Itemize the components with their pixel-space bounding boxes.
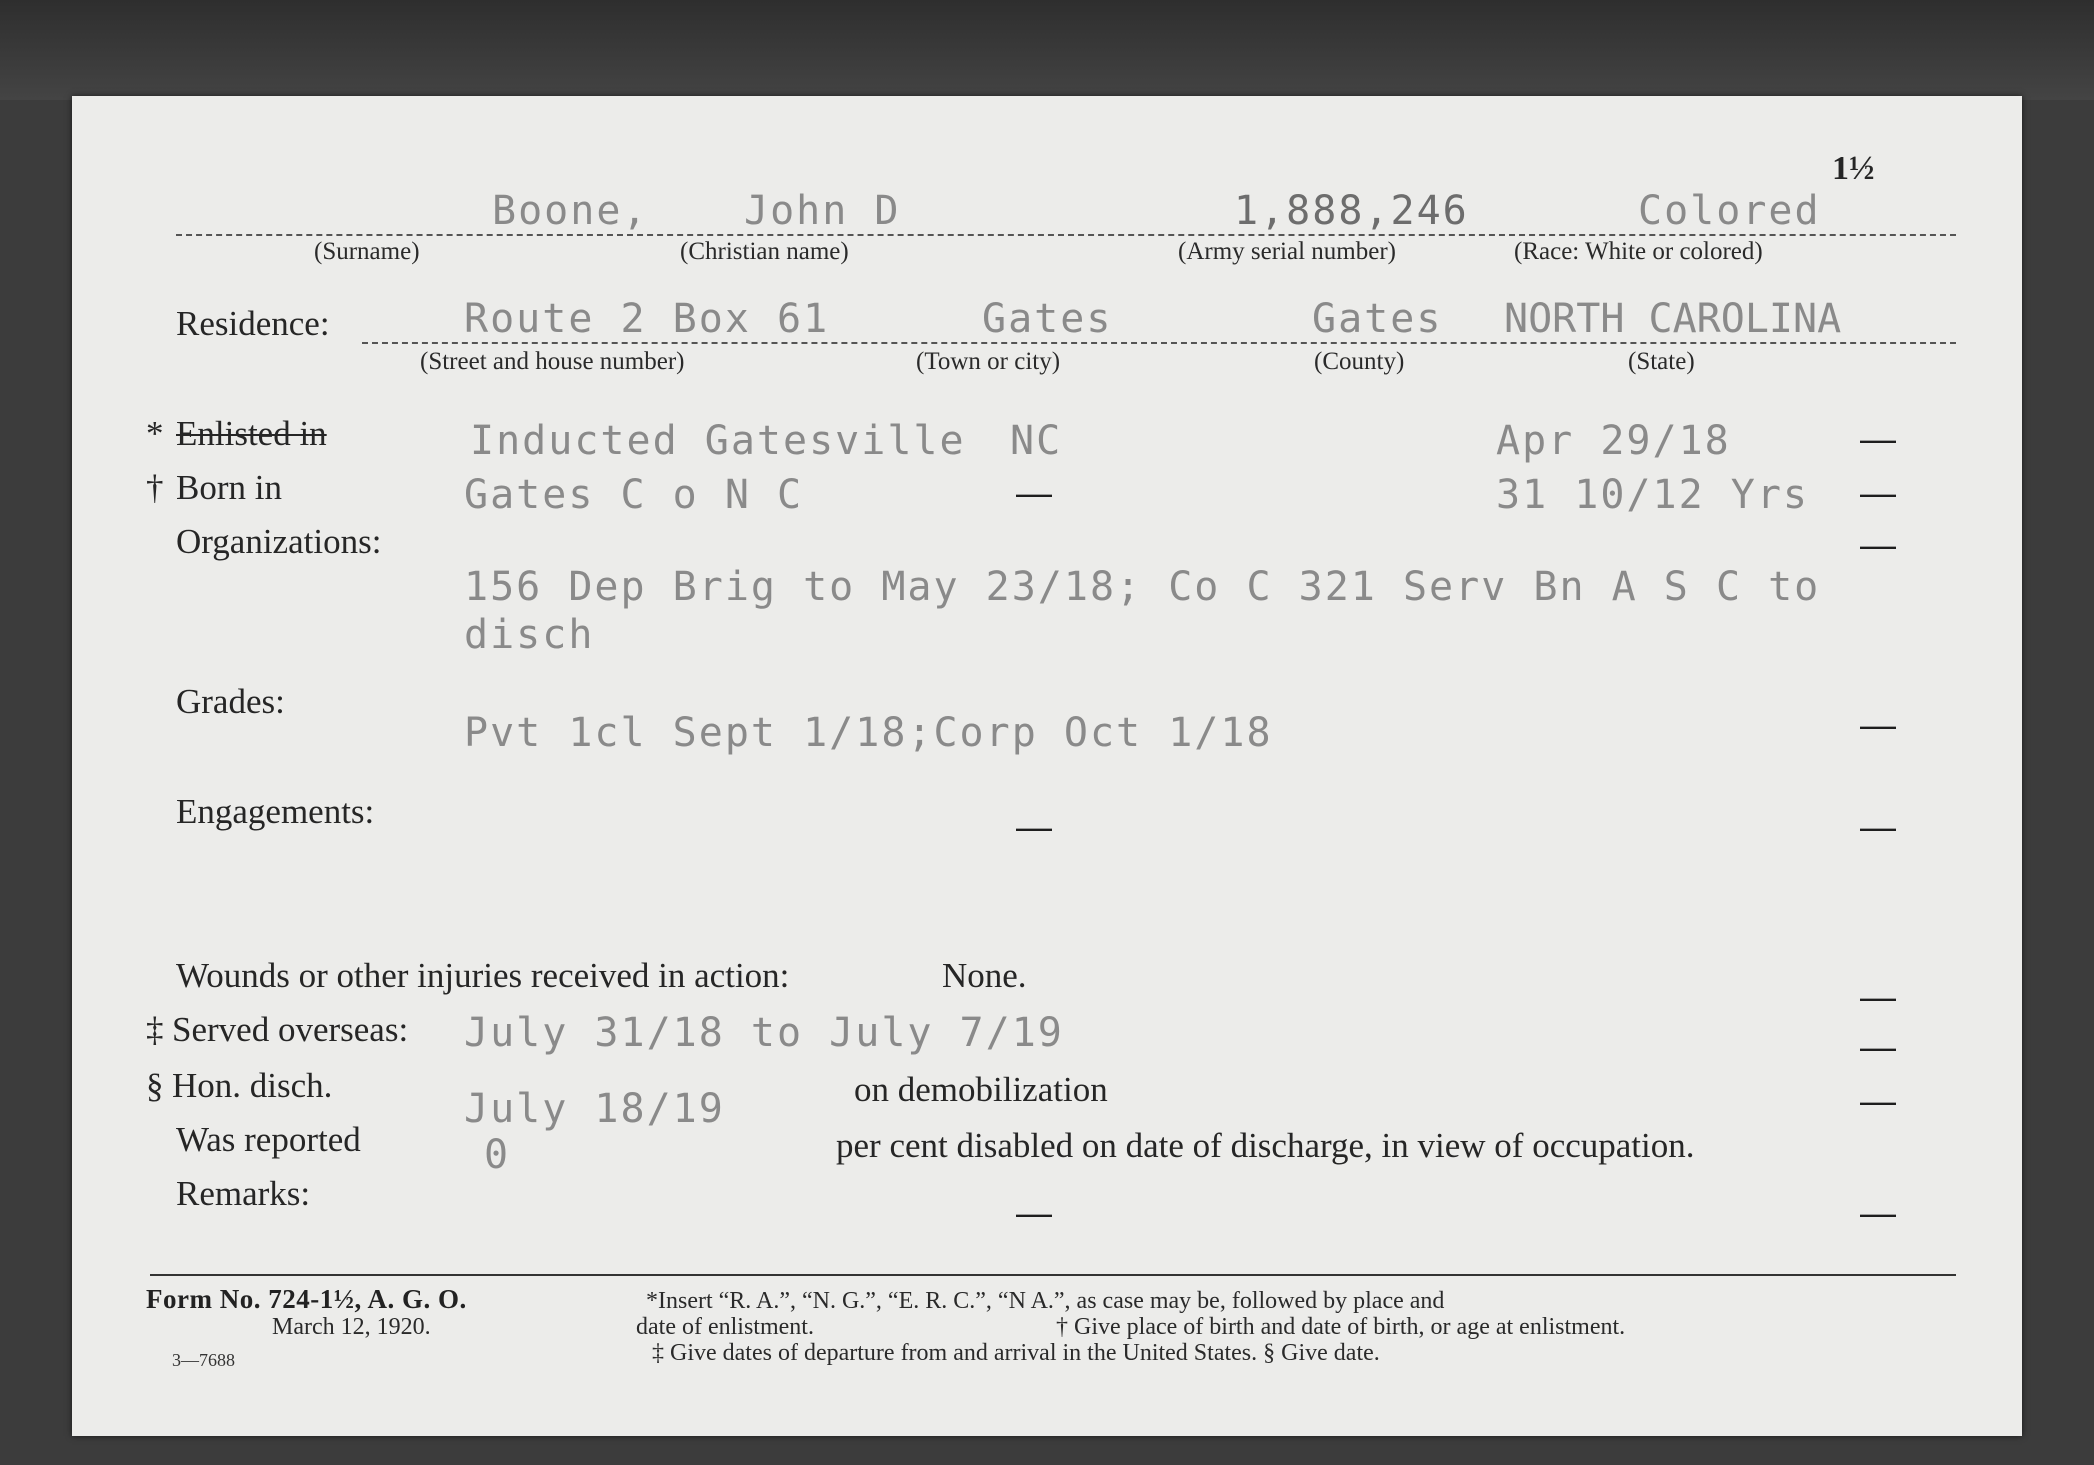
overseas-value: July 31/18 to July 7/19 (464, 1010, 1064, 1056)
form-date: March 12, 1920. (272, 1314, 431, 1340)
born-value: Gates C o N C (464, 472, 804, 518)
footnote-line2b: † Give place of birth and date of birth, or age at enlistment. (1056, 1314, 1626, 1340)
wounds-label: Wounds or other injuries received in action: (176, 956, 790, 995)
surname-value: Boone, (492, 188, 649, 234)
organizations-line2: disch (464, 612, 595, 658)
overseas-dash: — (1860, 1026, 1896, 1067)
enlisted-dash: — (1860, 418, 1896, 459)
town-caption: (Town or city) (916, 348, 1061, 375)
christian-name-caption: (Christian name) (680, 238, 849, 265)
wounds-dash: — (1860, 976, 1896, 1017)
residence-county: Gates (1312, 296, 1443, 342)
engagements-mid-dash: — (1016, 806, 1052, 847)
enlisted-date: Apr 29/18 (1496, 418, 1731, 464)
remarks-dash: — (1860, 1192, 1896, 1233)
hon-disch-suffix: on demobilization (854, 1070, 1108, 1109)
christian-name-value: John D (744, 188, 901, 234)
overseas-marker: ‡ (146, 1010, 164, 1049)
overseas-label: Served overseas: (172, 1010, 409, 1049)
print-code: 3—7688 (172, 1350, 235, 1370)
enlisted-label: Enlisted in (176, 414, 327, 453)
card-number: 1½ (1832, 150, 1875, 187)
reported-value: 0 (484, 1132, 511, 1178)
hon-disch-value: July 18/19 (464, 1086, 725, 1132)
race-caption: (Race: White or colored) (1514, 238, 1763, 265)
residence-state: NORTH CAROLINA (1504, 296, 1842, 342)
born-age: 31 10/12 Yrs (1496, 472, 1809, 518)
service-record-card (72, 96, 2022, 1436)
reported-label: Was reported (176, 1120, 361, 1159)
born-marker: † (146, 468, 164, 507)
enlisted-marker: * (146, 414, 164, 453)
born-mid-dash: — (1016, 472, 1052, 513)
wounds-value: None. (942, 956, 1027, 995)
footnote-line3: ‡ Give dates of departure from and arrival in the United States. § Give date. (652, 1340, 1380, 1366)
hon-disch-marker: § (146, 1066, 164, 1105)
hon-disch-label: Hon. disch. (172, 1066, 333, 1105)
scanner-background (0, 0, 2094, 100)
enlisted-value: Inducted Gatesville (470, 418, 966, 464)
state-caption: (State) (1628, 348, 1695, 375)
born-dash: — (1860, 472, 1896, 513)
footnote-line2a: date of enlistment. (636, 1314, 814, 1340)
footnote-line1: *Insert “R. A.”, “N. G.”, “E. R. C.”, “N A.”, as case may be, followed by place and (646, 1288, 1445, 1314)
organizations-line1: 156 Dep Brig to May 23/18; Co C 321 Serv Bn A S C to (464, 564, 1821, 610)
engagements-label: Engagements: (176, 792, 375, 831)
born-label: Born in (176, 468, 282, 507)
residence-street: Route 2 Box 61 (464, 296, 830, 342)
residence-label: Residence: (176, 304, 330, 343)
footer-rule (150, 1274, 1956, 1276)
county-caption: (County) (1314, 348, 1405, 375)
grades-dash: — (1860, 704, 1896, 745)
remarks-mid-dash: — (1016, 1192, 1052, 1233)
grades-label: Grades: (176, 682, 285, 721)
organizations-dash: — (1860, 524, 1896, 565)
form-number: Form No. 724-1½, A. G. O. (146, 1284, 467, 1314)
organizations-label: Organizations: (176, 522, 382, 561)
remarks-label: Remarks: (176, 1174, 311, 1213)
name-line (176, 234, 1956, 236)
hon-disch-dash: — (1860, 1080, 1896, 1121)
serial-number-caption: (Army serial number) (1178, 238, 1396, 265)
residence-line (362, 342, 1956, 344)
serial-number-value: 1,888,246 (1234, 188, 1469, 234)
enlisted-state: NC (1010, 418, 1063, 464)
street-caption: (Street and house number) (420, 348, 685, 375)
surname-caption: (Surname) (314, 238, 420, 265)
reported-suffix: per cent disabled on date of discharge, in view of occupation. (836, 1126, 1695, 1165)
grades-value: Pvt 1cl Sept 1/18;Corp Oct 1/18 (464, 710, 1273, 756)
engagements-dash: — (1860, 806, 1896, 847)
residence-town: Gates (982, 296, 1113, 342)
race-value: Colored (1638, 188, 1821, 234)
